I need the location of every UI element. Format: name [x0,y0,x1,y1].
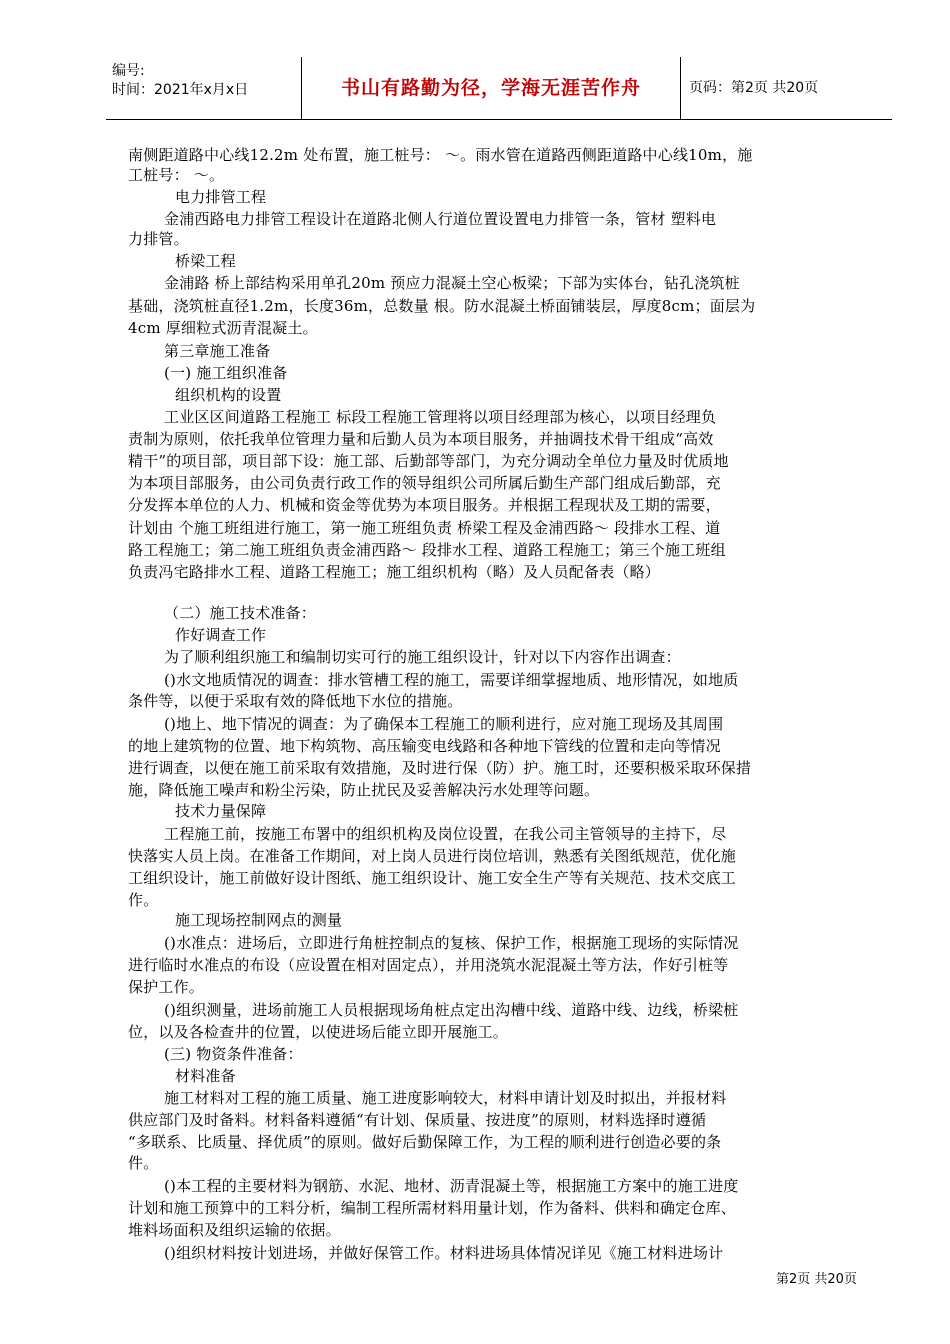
body-line: 基础，浇筑桩直径1.2m，长度36m，总数量 根。防水混凝土桥面铺装层，厚度8cm；面层为 [128,297,756,315]
body-line: 进行临时水准点的布设（应设置在相对固定点），并用浇筑水泥混凝土等方法，作好引桩等 [128,956,729,974]
body-line: ()地上、地下情况的调查：为了确保本工程施工的顺利进行，应对施工现场及其周围 [164,715,724,733]
section-heading: (三) 物资条件准备： [164,1045,303,1063]
body-line: ()本工程的主要材料为钢筋、水泥、地材、沥青混凝土等，根据施工方案中的施工进度 [164,1177,739,1195]
subsection-heading: 技术力量保障 [175,802,267,820]
header-page-label: 页码：第2页 共20页 [689,80,819,96]
document-number-label: 编号: [112,63,145,79]
body-line: 作。 [128,891,159,909]
body-line: 工程施工前，按施工布署中的组织机构及岗位设置，在我公司主管领导的主持下，尽 [164,825,727,843]
body-line: 供应部门及时备料。材料备料遵循“有计划、保质量、按进度”的原则，材料选择时遵循 [128,1111,707,1129]
header-motto: 书山有路勤为径，学海无涯苦作舟 [340,77,641,99]
body-line: ()组织测量，进场前施工人员根据现场角桩点定出沟槽中线、道路中线、边线，桥梁桩 [164,1001,739,1019]
section-heading: 桥梁工程 [175,252,236,270]
body-line: 4cm 厚细粒式沥青混凝土。 [128,319,318,337]
body-line: 为本项目部服务，由公司负责行政工作的领导组织公司所属后勤生产部门组成后勤部，充 [128,474,721,492]
body-line: 施，降低施工噪声和粉尘污染，防止扰民及妥善解决污水处理等问题。 [128,781,600,799]
section-heading: (一) 施工组织准备 [164,364,288,382]
body-line: 的地上建筑物的位置、地下构筑物、高压输变电线路和各种地下管线的位置和走向等情况 [128,737,721,755]
body-line: 条件等，以便于采取有效的降低地下水位的措施。 [128,692,463,710]
section-heading: 电力排管工程 [175,188,267,206]
body-line: 计划由 个施工班组进行施工，第一施工班组负责 桥梁工程及金浦西路～ 段排水工程、道 [128,519,721,537]
body-line: 责制为原则，依托我单位管理力量和后勤人员为本项目服务，并抽调技术骨干组成“高效 [128,430,714,448]
body-line: 负责冯宅路排水工程、道路工程施工；施工组织机构（略）及人员配备表（略） [128,563,661,581]
body-line: 工组织设计，施工前做好设计图纸、施工组织设计、施工安全生产等有关规范、技术交底工 [128,869,737,887]
body-line: 精干”的项目部，项目部下设：施工部、后勤部等部门，为充分调动全单位力量及时优质地 [128,452,729,470]
body-line: ()水准点：进场后，立即进行角桩控制点的复核、保护工作，根据施工现场的实际情况 [164,934,739,952]
body-line: 力排管。 [128,230,189,248]
body-line: 施工材料对工程的施工质量、施工进度影响较大，材料申请计划及时拟出，并报材料 [164,1089,727,1107]
subsection-heading: 组织机构的设置 [175,386,282,404]
body-line: 计划和施工预算中的工料分析，编制工程所需材料用量计划，作为备料、供料和确定仓库、 [128,1199,737,1217]
body-line: 金浦路 桥上部结构采用单孔20m 预应力混凝土空心板梁；下部为实体台，钻孔浇筑桩 [164,274,740,292]
body-line: 为了顺利组织施工和编制切实可行的施工组织设计，针对以下内容作出调查： [164,648,681,666]
body-line: 件。 [128,1154,159,1172]
section-heading: （二）施工技术准备： [164,604,317,622]
subsection-heading: 材料准备 [175,1067,236,1085]
body-line: 南侧距道路中心线12.2m 处布置，施工桩号： ～。雨水管在道路西侧距道路中心线10m，施 [128,146,753,164]
body-line: ()组织材料按计划进场，并做好保管工作。材料进场具体情况详见《施工材料进场计 [164,1244,724,1262]
body-line: 工桩号： ～。 [128,166,225,184]
document-time-label: 时间：2021年x月x日 [112,82,249,98]
body-line: 路工程施工；第二施工班组负责金浦西路～ 段排水工程、道路工程施工；第三个施工班组 [128,541,726,559]
body-line: 保护工作。 [128,978,205,996]
body-line: 工业区区间道路工程施工 标段工程施工管理将以项目经理部为核心，以项目经理负 [164,408,717,426]
subsection-heading: 作好调查工作 [175,626,267,644]
body-line: 金浦西路电力排管工程设计在道路北侧人行道位置设置电力排管一条，管材 塑料电 [164,210,717,228]
body-line: 快落实人员上岗。在准备工作期间，对上岗人员进行岗位培训，熟悉有关图纸规范，优化施 [128,847,737,865]
subsection-heading: 施工现场控制网点的测量 [175,911,343,929]
body-line: ()水文地质情况的调查：排水管槽工程的施工，需要详细掌握地质、地形情况，如地质 [164,671,739,689]
page-footer: 第2页 共20页 [776,1272,857,1287]
body-line: 进行调查，以便在施工前采取有效措施，及时进行保（防）护。施工时，还要积极采取环保措 [128,759,752,777]
body-line: 堆料场面积及组织运输的依据。 [128,1221,341,1239]
body-line: 分发挥本单位的人力、机械和资金等优势为本项目服务。并根据工程现状及工期的需要， [128,496,721,514]
body-line: “多联系、比质量、择优质”的原则。做好后勤保障工作，为工程的顺利进行创造必要的条 [128,1133,722,1151]
chapter-heading: 第三章施工准备 [164,342,271,360]
body-line: 位，以及各检查井的位置，以使进场后能立即开展施工。 [128,1023,509,1041]
